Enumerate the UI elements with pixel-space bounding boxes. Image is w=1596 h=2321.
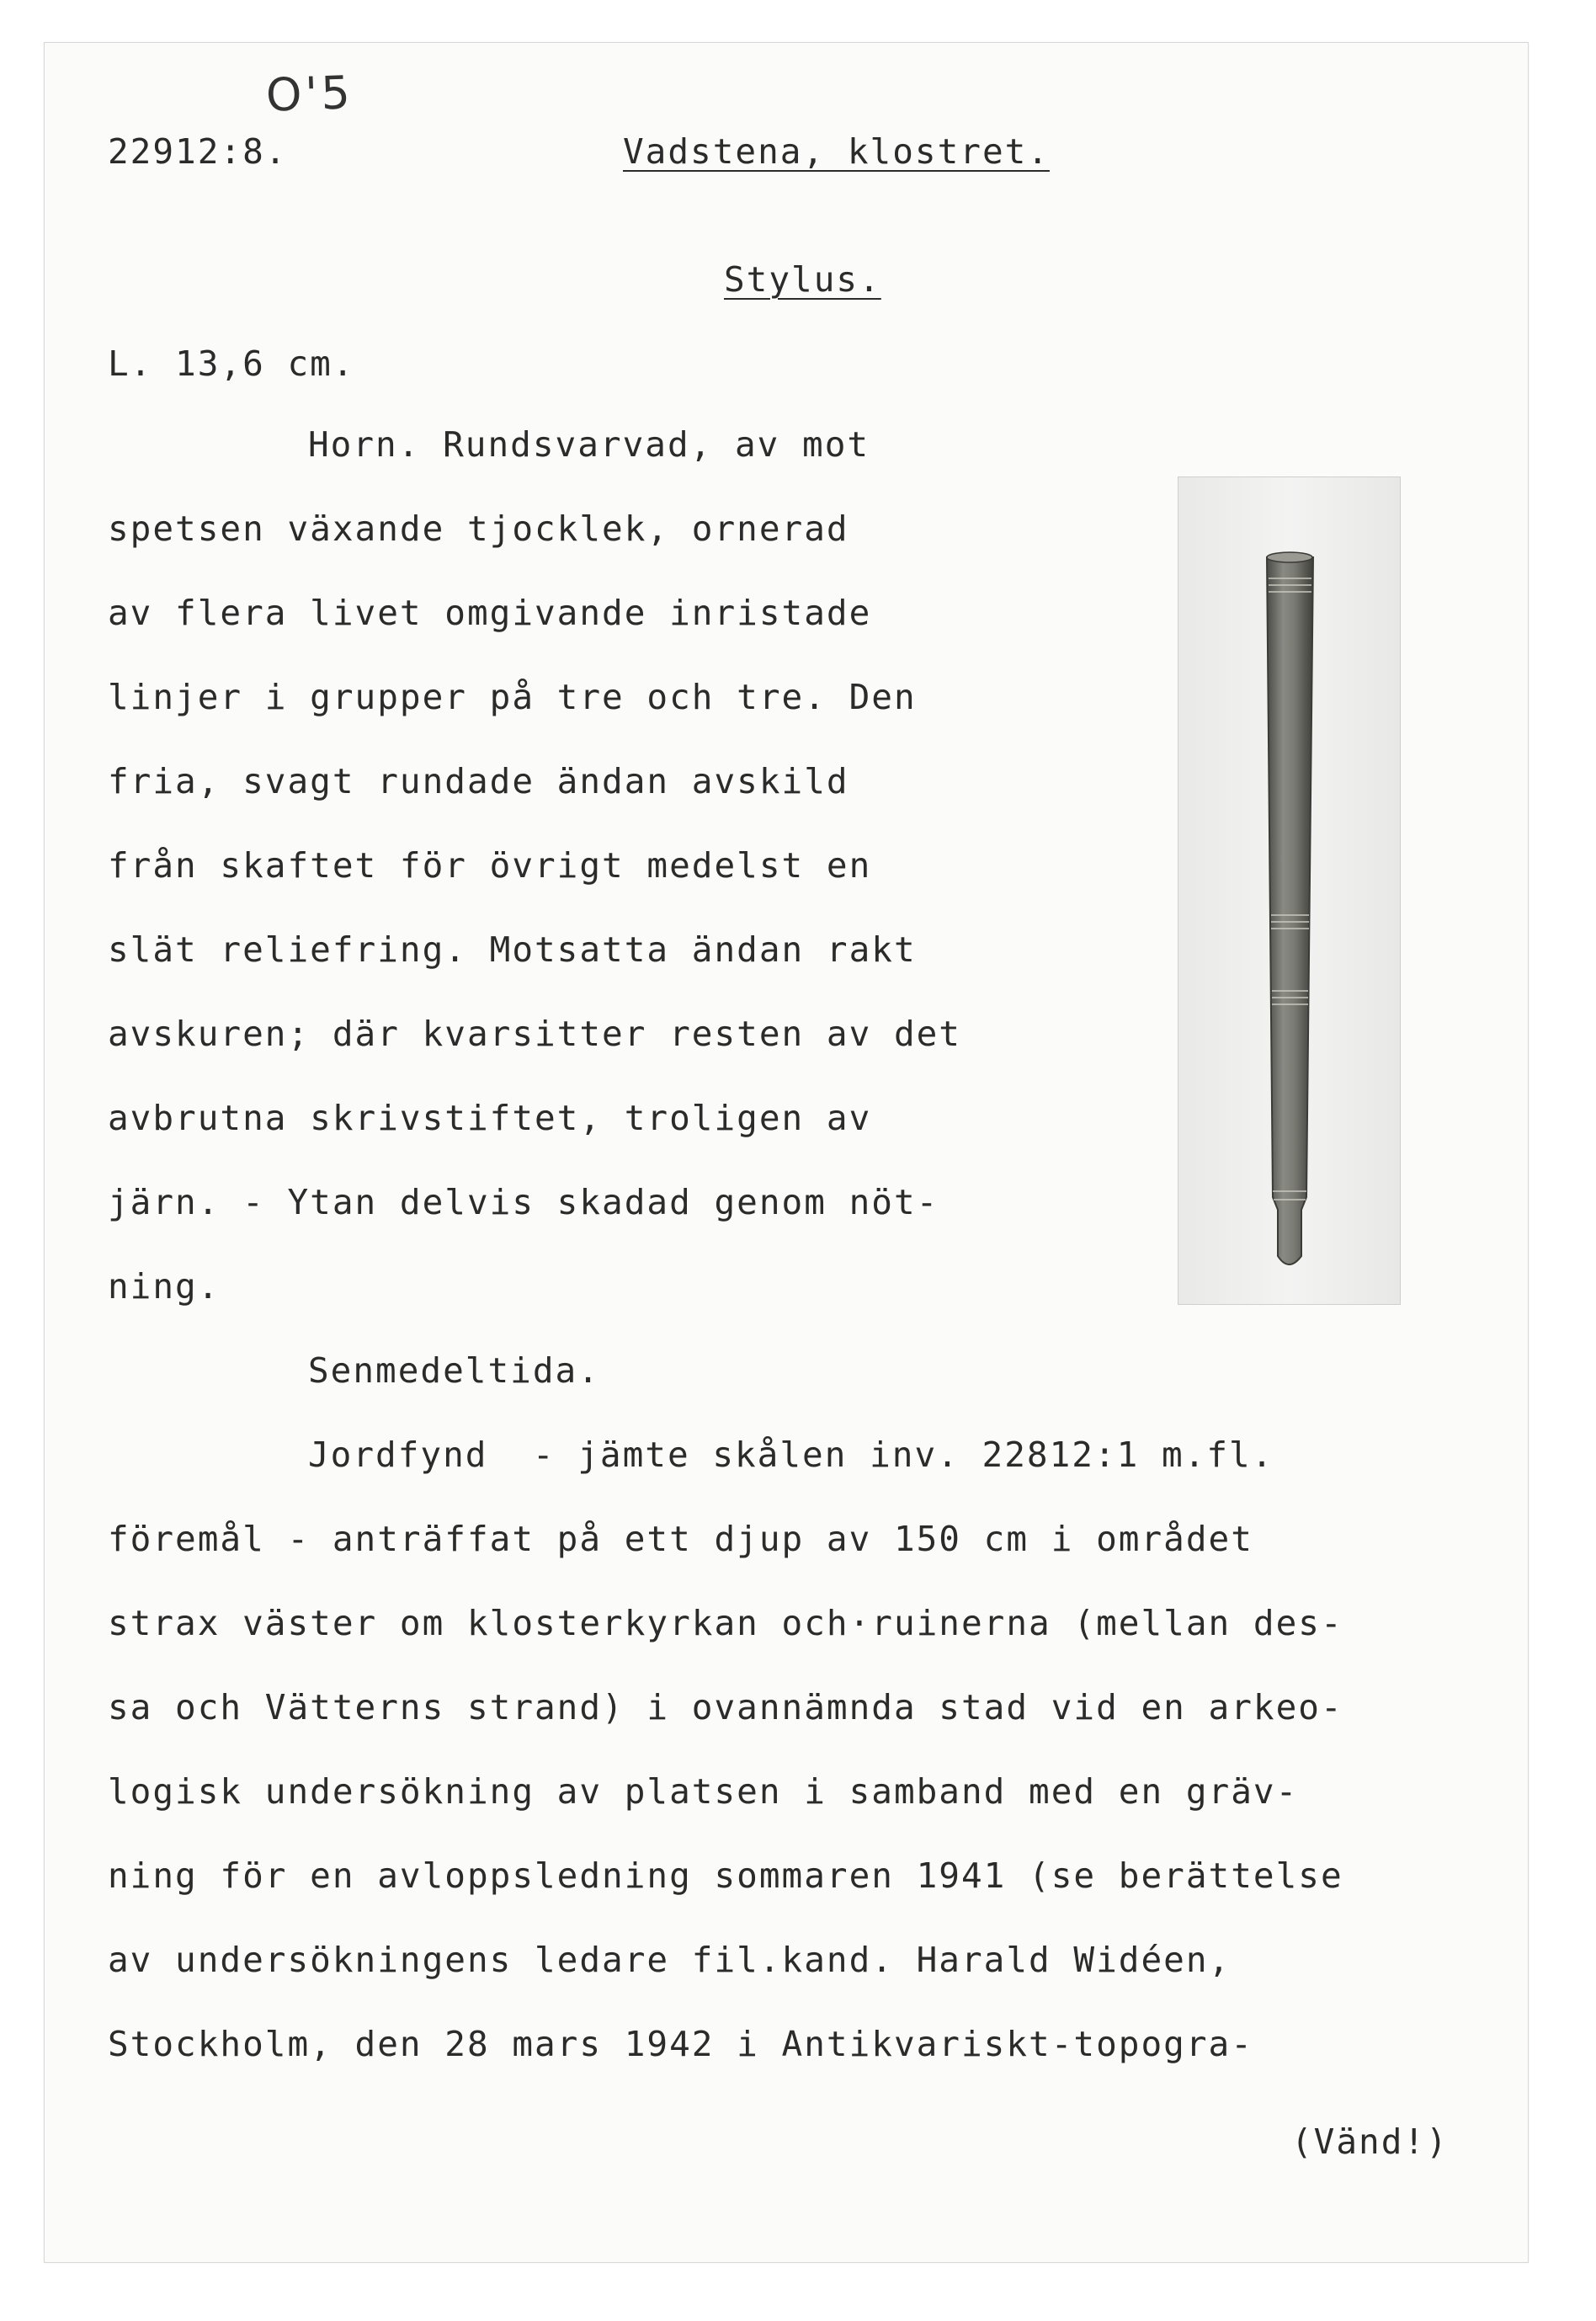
- handwritten-annotation: O'5: [264, 66, 354, 122]
- find-info-line: av undersökningens ledare fil.kand. Harald Widéen,: [108, 1940, 1232, 1980]
- place-heading: Vadstena, klostret.: [623, 131, 1050, 172]
- object-title: Stylus.: [724, 259, 881, 300]
- description-line: avbrutna skrivstiftet, troligen av: [108, 1098, 872, 1138]
- find-info-line: logisk undersökning av platsen i samband med en gräv-: [108, 1771, 1299, 1812]
- description-line: avskuren; där kvarsitter resten av det: [108, 1014, 961, 1054]
- description-line: slät reliefring. Motsatta ändan rakt: [108, 929, 917, 970]
- stylus-photograph: [1178, 476, 1401, 1305]
- turn-over-note: (Vänd!): [1291, 2121, 1449, 2162]
- description-line: Horn. Rundsvarvad, av mot: [308, 424, 870, 465]
- find-info-line: Stockholm, den 28 mars 1942 i Antikvariskt-topogra-: [108, 2024, 1253, 2064]
- description-line: linjer i grupper på tre och tre. Den: [108, 677, 917, 717]
- find-info-line: ning för en avloppsledning sommaren 1941 (se berättelse: [108, 1855, 1343, 1896]
- description-line: från skaftet för övrigt medelst en: [108, 845, 872, 886]
- dating: Senmedeltida.: [308, 1350, 600, 1391]
- find-info-line: sa och Vätterns strand) i ovannämnda stad vid en arkeo-: [108, 1687, 1343, 1727]
- description-line: spetsen växande tjocklek, ornerad: [108, 508, 849, 549]
- find-info-line: föremål - anträffat på ett djup av 150 cm i området: [108, 1519, 1253, 1559]
- find-info-line: Jordfynd - jämte skålen inv. 22812:1 m.fl.: [308, 1435, 1274, 1475]
- stylus-image: [1178, 477, 1400, 1304]
- length-measurement: L. 13,6 cm.: [108, 343, 355, 384]
- find-info-line: strax väster om klosterkyrkan och·ruinerna (mellan des-: [108, 1603, 1343, 1643]
- description-line: järn. - Ytan delvis skadad genom nöt-: [108, 1182, 939, 1222]
- description-line: av flera livet omgivande inristade: [108, 593, 872, 633]
- description-line: ning.: [108, 1266, 221, 1307]
- description-line: fria, svagt rundade ändan avskild: [108, 761, 849, 801]
- inventory-number: 22912:8.: [108, 131, 288, 172]
